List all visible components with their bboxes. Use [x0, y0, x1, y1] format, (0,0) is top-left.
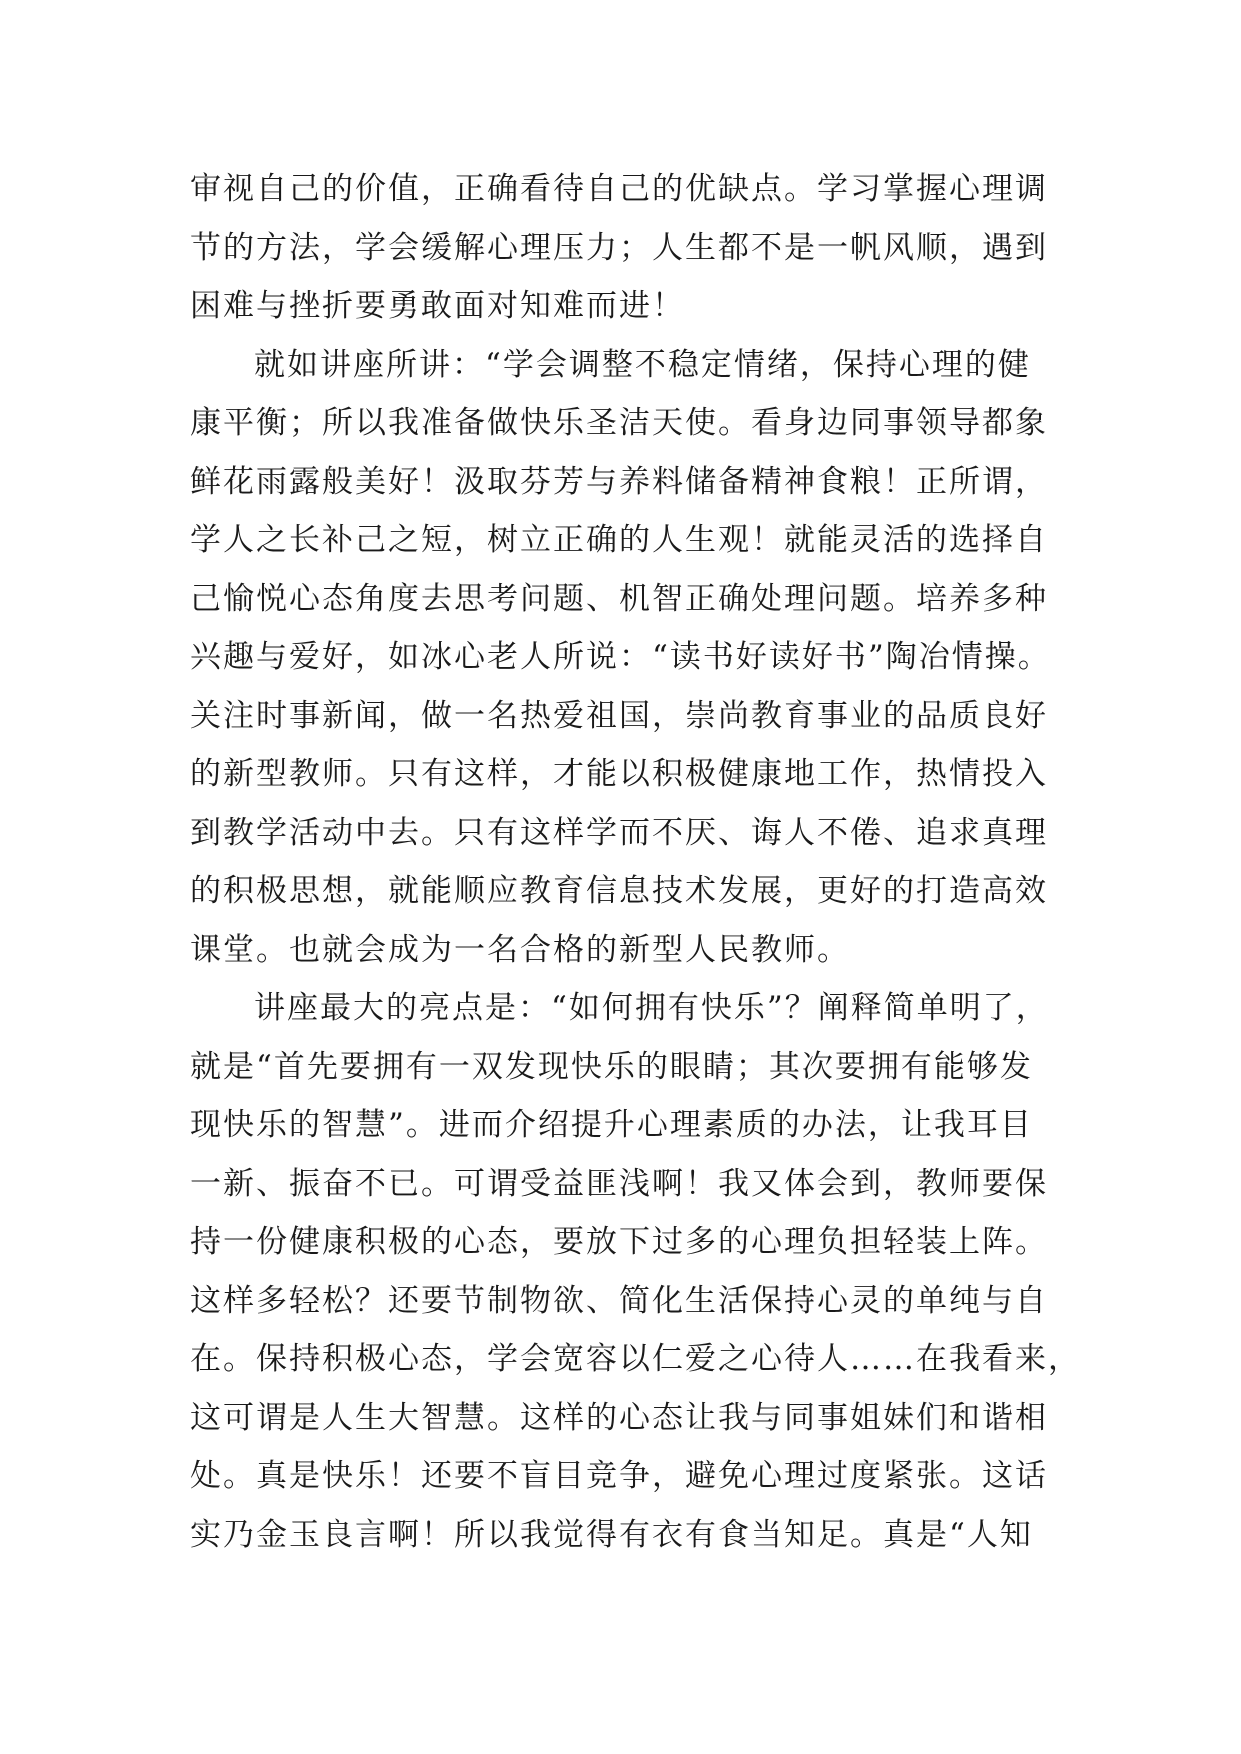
- text-line: 关注时事新闻，做一名热爱祖国，崇尚教育事业的品质良好: [190, 697, 1048, 734]
- text-line: 到教学活动中去。只有这样学而不厌、诲人不倦、追求真理: [190, 814, 1048, 851]
- text-line: 困难与挫折要勇敢面对知难而进！: [190, 288, 685, 324]
- text-line: 的新型教师。只有这样，才能以积极健康地工作，热情投入: [190, 756, 1048, 792]
- text-line: 审视自己的价值，正确看待自己的优缺点。学习掌握心理调: [190, 171, 1048, 207]
- paragraph-3: [190, 979, 1081, 1564]
- text-line: 康平衡；所以我准备做快乐圣洁天使。看身边同事领导都象: [190, 405, 1048, 441]
- text-line: 实乃金玉良言啊！所以我觉得有衣有食当知足。真是“人知: [190, 1516, 1033, 1553]
- paragraph-2: [190, 336, 1070, 980]
- text-line: 节的方法，学会缓解心理压力；人生都不是一帆风顺，遇到: [190, 229, 1048, 266]
- text-line: 处。真是快乐！还要不盲目竞争，避免心理过度紧张。这话: [190, 1458, 1048, 1494]
- text-line: 兴趣与爱好，如冰心老人所说：“读书好读好书”陶冶情操。: [190, 639, 1051, 675]
- text-line: 学人之长补己之短，树立正确的人生观！就能灵活的选择自: [190, 522, 1048, 558]
- text-line: 就如讲座所讲：“学会调整不稳定情绪，保持心理的健: [254, 346, 1031, 383]
- text-line: 己愉悦心态角度去思考问题、机智正确处理问题。培养多种: [190, 580, 1048, 617]
- text-line: 持一份健康积极的心态，要放下过多的心理负担轻装上阵。: [190, 1224, 1048, 1260]
- paragraph-1: [190, 160, 1070, 336]
- text-line: 一新、振奋不已。可谓受益匪浅啊！我又体会到，教师要保: [190, 1165, 1048, 1202]
- text-line: 这样多轻松？还要节制物欲、简化生活保持心灵的单纯与自: [190, 1282, 1048, 1319]
- text-line: 课堂。也就会成为一名合格的新型人民教师。: [190, 931, 850, 968]
- text-line: 的积极思想，就能顺应教育信息技术发展，更好的打造高效: [190, 873, 1048, 909]
- text-line: 鲜花雨露般美好！汲取芬芳与养料储备精神食粮！正所谓，: [190, 463, 1048, 500]
- text-line: 就是“首先要拥有一双发现快乐的眼睛；其次要拥有能够发: [190, 1048, 1033, 1085]
- document-body: [190, 160, 1081, 1564]
- text-line: 在。保持积极心态，学会宽容以仁爱之心待人……在我看来，: [190, 1341, 1081, 1377]
- text-line: 现快乐的智慧”。进而介绍提升心理素质的办法，让我耳目: [190, 1107, 1033, 1143]
- text-line: 这可谓是人生大智慧。这样的心态让我与同事姐妹们和谐相: [190, 1399, 1048, 1436]
- text-line: 讲座最大的亮点是：“如何拥有快乐”？阐释简单明了，: [254, 990, 1049, 1026]
